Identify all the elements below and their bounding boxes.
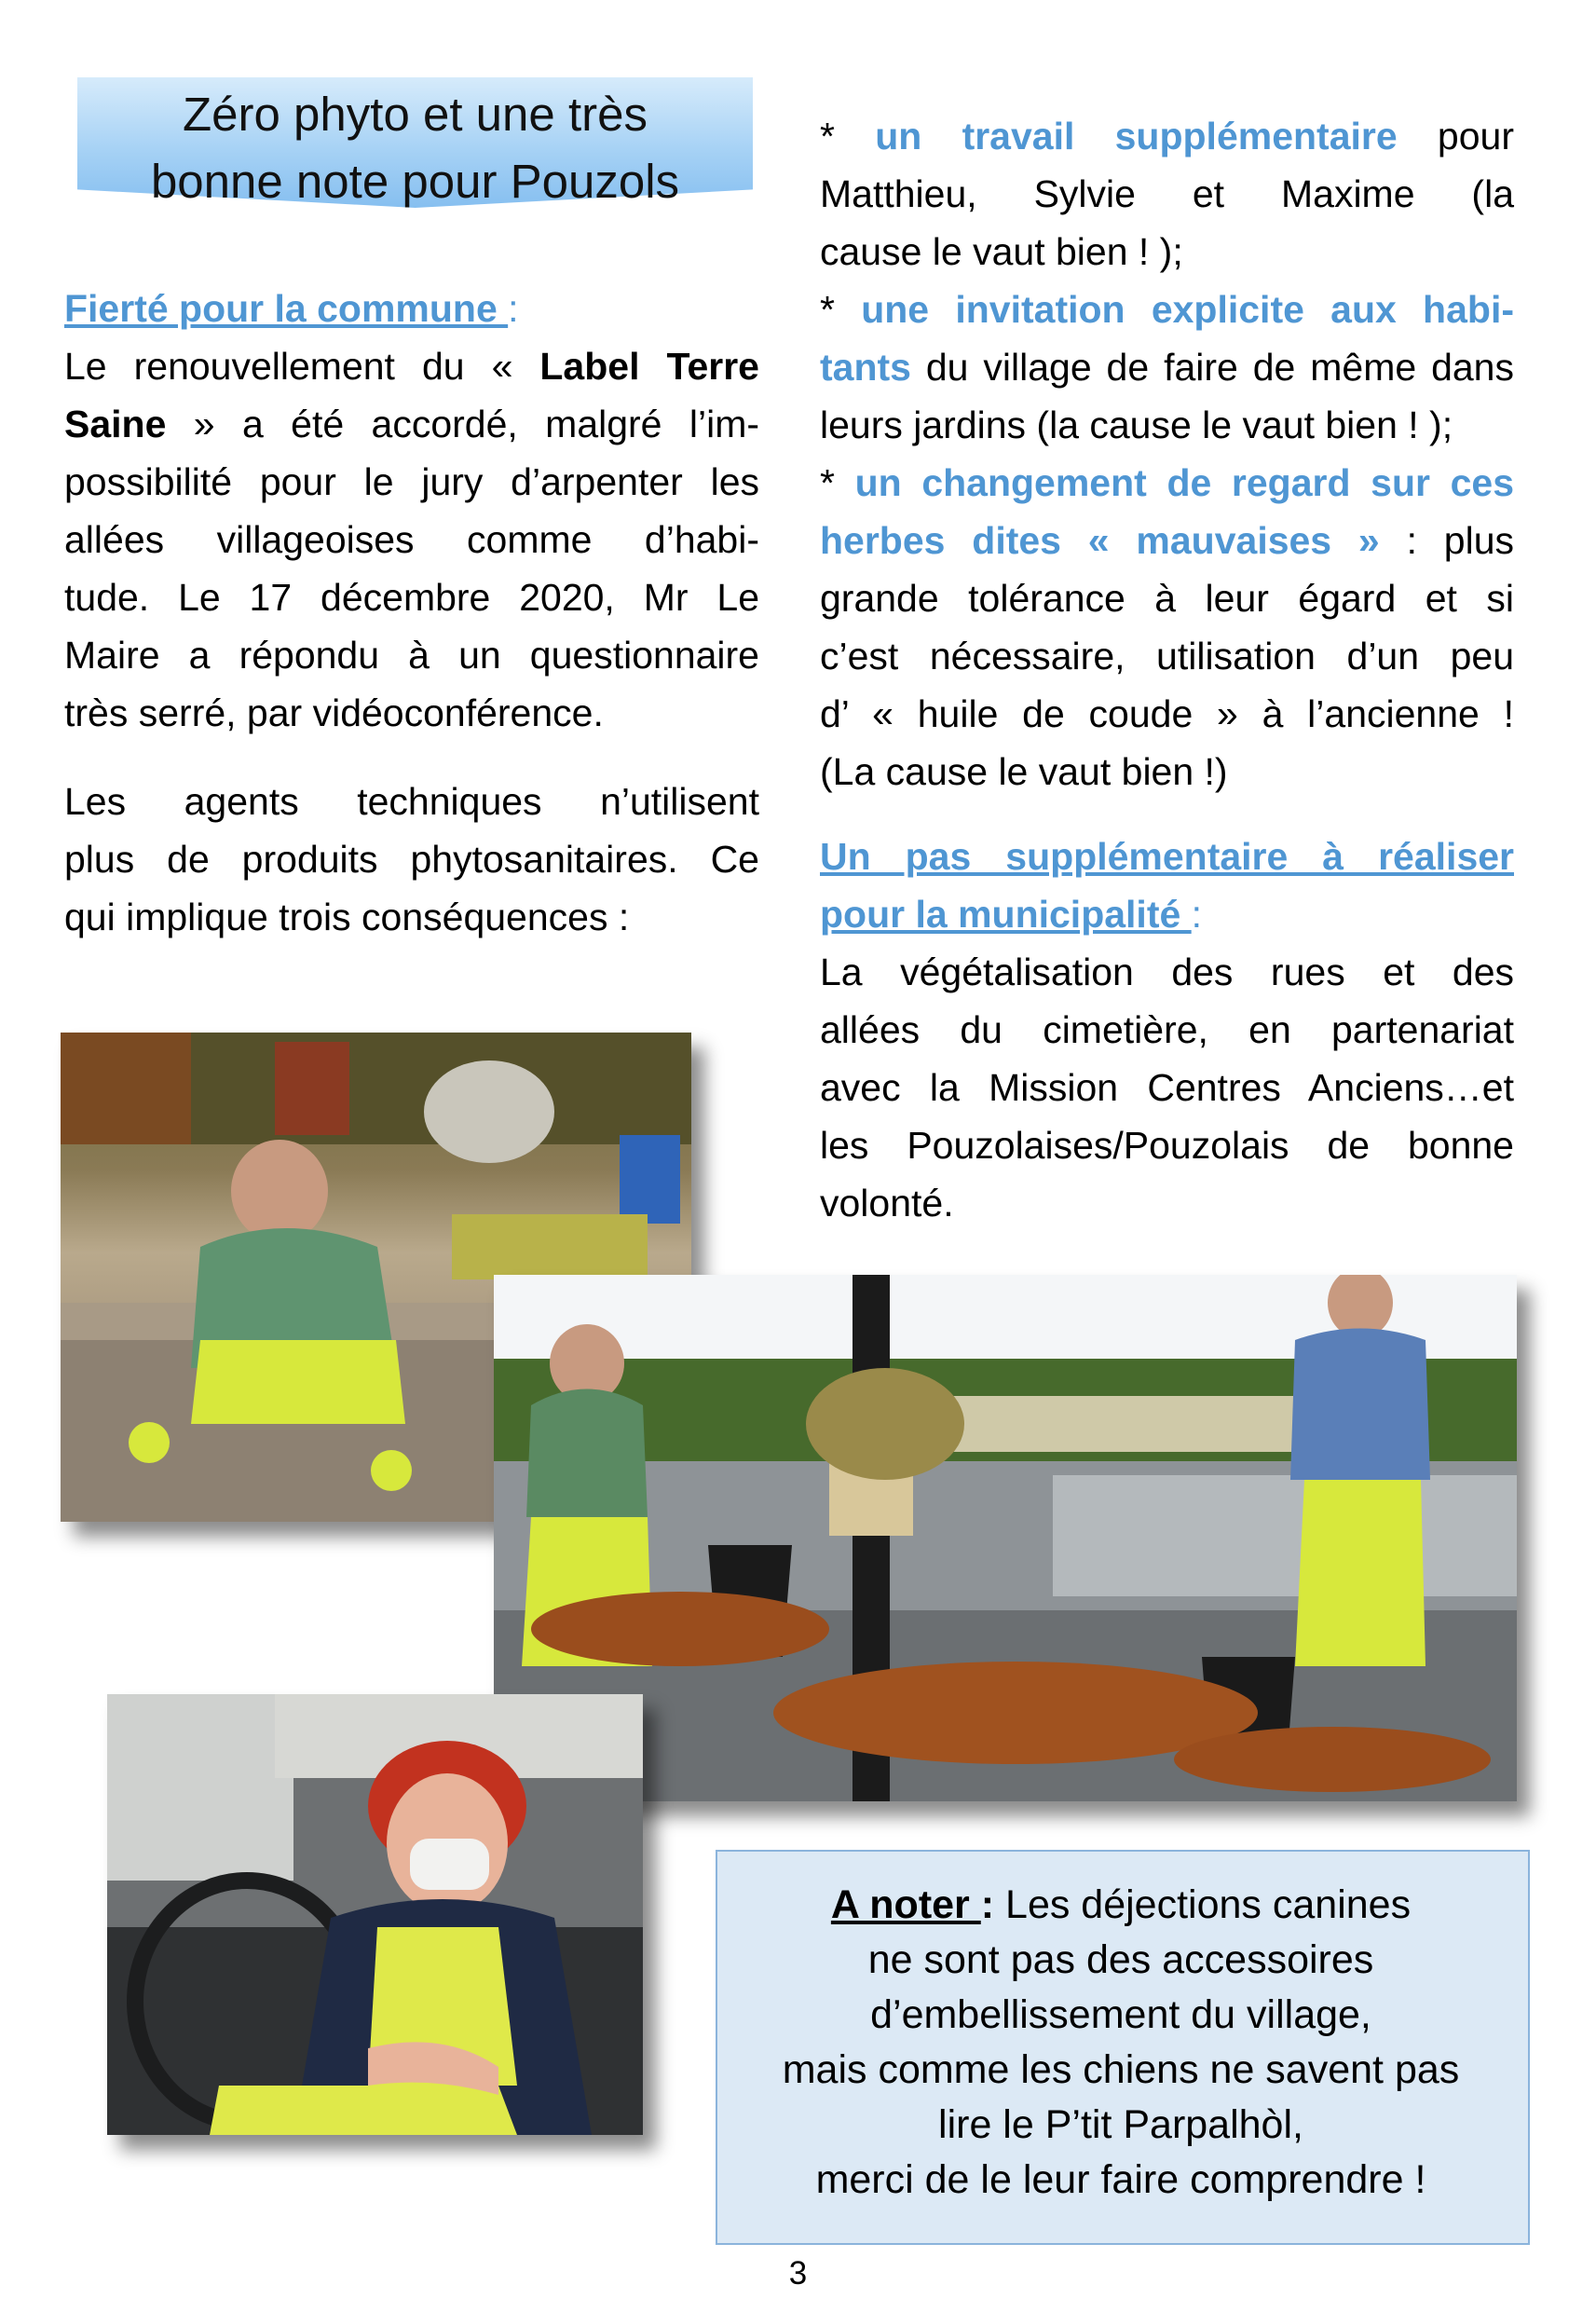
paragraph-line: La végétalisation des rues et des [820, 951, 1514, 993]
consequence-item-3: * un changement de regard sur ces [820, 461, 1514, 504]
paragraph-line: tude. Le 17 décembre 2020, Mr Le [64, 576, 759, 619]
note-line-1: A noter : Les déjections canines [830, 1882, 1412, 1927]
paragraph-line: allées du cimetière, en partenariat [820, 1008, 1514, 1051]
paragraph-line: herbes dites « mauvaises » : plus [820, 519, 1514, 562]
paragraph-line: très serré, par vidéoconférence. [64, 691, 604, 734]
paragraph-line: qui implique trois conséquences : [64, 896, 630, 938]
title-line-1: Zéro phyto et une très [183, 88, 648, 141]
paragraph-line: c’est nécessaire, utilisation d’un peu [820, 635, 1514, 677]
paragraph-line: leurs jardins (la cause le vaut bien ! ); [820, 404, 1453, 446]
note-text [716, 1878, 1526, 2208]
title-line-2: bonne note pour Pouzols [150, 155, 680, 208]
paragraph-line: possibilité pour le jury d’arpenter les [64, 460, 759, 503]
photo-3-drawing [107, 1694, 643, 2135]
paragraph-line: allées villageoises comme d’habi- [64, 518, 759, 561]
paragraph-line: les Pouzolaises/Pouzolais de bonne [820, 1124, 1514, 1167]
note-line: mais comme les chiens ne savent pas [782, 2047, 1460, 2092]
paragraph-line: grande tolérance à leur égard et si [820, 577, 1514, 620]
paragraph-line: (La cause le vaut bien !) [820, 750, 1228, 793]
paragraph-line: Les agents techniques n’utilisent [64, 780, 759, 823]
paragraph-line: plus de produits phytosanitaires. Ce [64, 838, 759, 881]
right-column [820, 107, 1514, 800]
photo-workers-raking-leaves [494, 1275, 1517, 1801]
paragraph-line: d’ « huile de coude » à l’ancienne ! [820, 692, 1514, 735]
page-title [77, 81, 753, 215]
paragraph-line: tants du village de faire de même dans [820, 346, 1514, 389]
paragraph-line: Saine » a été accordé, malgré l’im- [64, 403, 759, 445]
note-label: A noter [830, 1882, 981, 1927]
section-heading-municipality-2: pour la municipalité : [820, 893, 1203, 936]
photo-2-drawing [494, 1275, 1517, 1801]
note-line: lire le P’tit Parpalhòl, [938, 2102, 1303, 2147]
page-number: 3 [788, 2255, 808, 2291]
paragraph-line: cause le vaut bien ! ); [820, 230, 1183, 273]
section-heading-municipality: Un pas supplémentaire à réaliser [820, 835, 1514, 878]
paragraph-line: avec la Mission Centres Anciens…et [820, 1066, 1514, 1109]
paragraph-line: Le renouvellement du « Label Terre [64, 345, 759, 388]
note-line: merci de le leur faire comprendre ! [815, 2157, 1426, 2202]
consequence-item-1: * un travail supplémentaire pour [820, 115, 1514, 157]
left-column [64, 280, 759, 742]
note-line: ne sont pas des accessoires [867, 1937, 1374, 1982]
paragraph-line: volonté. [820, 1182, 954, 1224]
right-column-section-2 [820, 828, 1514, 1232]
left-column-paragraph-2 [64, 773, 759, 946]
section-heading-pride: Fierté pour la commune : [64, 287, 519, 330]
paragraph-line: Matthieu, Sylvie et Maxime (la [820, 172, 1514, 215]
paragraph-line: Maire a répondu à un questionnaire [64, 634, 759, 677]
consequence-item-2: * une invitation explicite aux habi- [820, 288, 1514, 331]
photo-agent-in-vehicle [107, 1694, 643, 2135]
note-line: d’embellissement du village, [870, 1992, 1371, 2037]
